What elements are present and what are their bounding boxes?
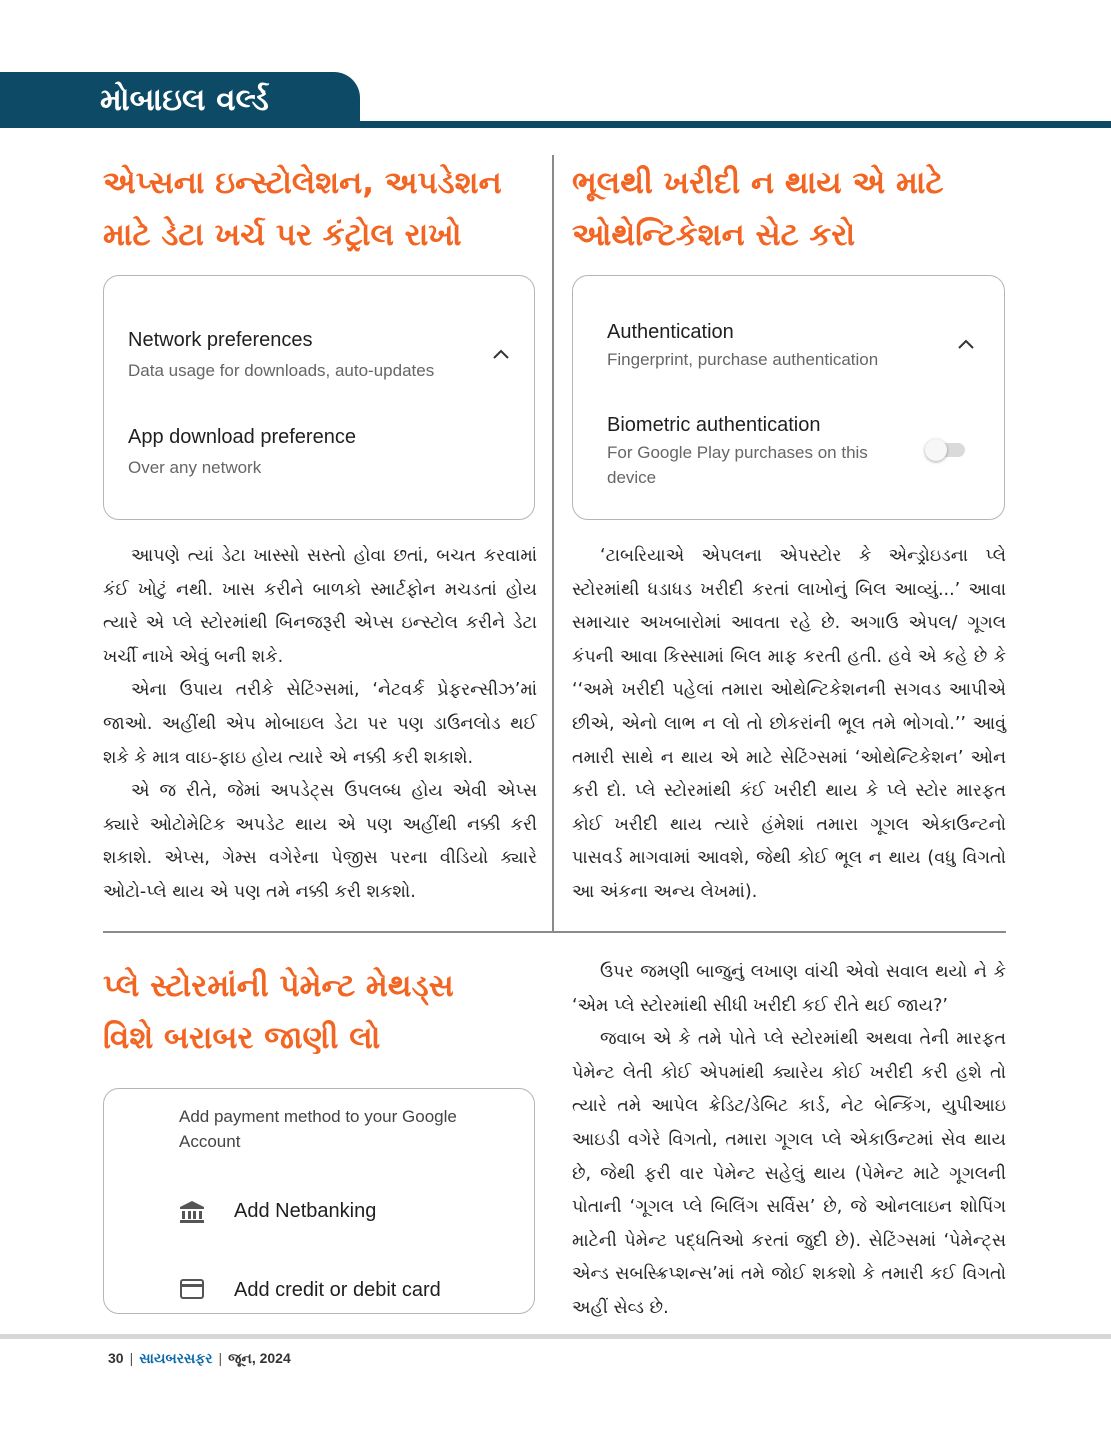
app-download-preference-value: Over any network [128, 458, 262, 477]
article1-paragraph: આપણે ત્યાં ડેટા ખાસ્સો સસ્તો હોવા છતાં, બચત કરવામાં કંઈ ખોટું નથી. ખાસ કરીને બાળકો સ્માર્ટફોન મચડતાં હોય ત્યારે એ પ્લે સ્ટોરમાંથી બિનજરૂરી એપ્સ ઇન્સ્ટોલ કરીને ડેટા ખર્ચી નાખે એવું બની શકે. [103, 546, 537, 667]
article3-headline: પ્લે સ્ટોરમાંની પેમેન્ટ મેથડ્સ વિશે બરાબર જાણી લો [103, 968, 454, 1056]
article3-paragraph: જવાબ એ કે તમે પોતે પ્લે સ્ટોરમાંથી અથવા તેની મારફત પેમેન્ટ લેતી કોઈ એપમાંથી ક્યારેય કોઈ ખરીદી કરી હશે તો ત્યારે તમે આપેલ ક્રેડિટ/ડેબિટ કાર્ડ, નેટ બેન્કિંગ, યુપીઆઇ આઇડી વગેરે વિગતો, તમારા ગૂગલ પ્લે એકાઉન્ટમાં સેવ થાય છે, જેથી ફરી વાર પેમેન્ટ સહેલું થાય (પેમેન્ટ માટે ગૂગલની પોતાની ‘ગૂગલ પ્લે બિલિંગ સર્વિસ’ છે, જે ઓનલાઇન શોપિંગ માટેની પેમેન્ટ પદ્ધતિઓ કરતાં જુદી છે). સેટિંગ્સમાં ‘પેમેન્ટ્સ એન્ડ સબસ્ક્રિપ્શન્સ’માં તમે જોઈ શકશો કે તમારી કઈ વિગતો અહીં સેવ્ડ છે. [572, 1029, 1006, 1318]
payment-methods-card [103, 1088, 535, 1314]
footer-separator: | [218, 1350, 223, 1366]
article3-body [572, 956, 1006, 1326]
footer-rule [0, 1334, 1111, 1339]
app-download-preference-title[interactable]: App download preference [128, 426, 356, 448]
article1-paragraph: એના ઉપાય તરીકે સેટિંગ્સમાં, ‘નેટવર્ક પ્રેફરન્સીઝ’માં જાઓ. અહીંથી એપ મોબાઇલ ડેટા પર પણ ડાઉનલોડ થઈ શકે કે માત્ર વાઇ-ફાઇ હોય ત્યારે એ નક્કી કરી શકાશે. [103, 680, 537, 768]
payment-card-title: Add payment method to your Google Account [179, 1107, 457, 1151]
biometric-authentication-subtitle: For Google Play purchases on this device [607, 443, 868, 487]
article2-headline: ભૂલથી ખરીદી ન થાય એ માટે ઓથેન્ટિકેશન સેટ કરો [572, 165, 944, 253]
bank-icon [179, 1200, 205, 1224]
network-preferences-card [103, 275, 535, 520]
authentication-subtitle: Fingerprint, purchase authentication [607, 350, 879, 369]
network-preferences-subtitle: Data usage for downloads, auto-updates [128, 361, 435, 380]
chevron-up-icon[interactable] [492, 348, 510, 360]
chevron-up-icon[interactable] [957, 338, 975, 350]
biometric-toggle-thumb[interactable] [925, 439, 947, 461]
page-footer [108, 1350, 291, 1367]
magazine-name: સાયબરસફર [139, 1350, 213, 1366]
network-preferences-title[interactable]: Network preferences [128, 329, 313, 351]
biometric-authentication-title: Biometric authentication [607, 414, 821, 436]
article2-body [572, 540, 1006, 910]
article1-paragraph: એ જ રીતે, જેમાં અપડેટ્સ ઉપલબ્ધ હોય એવી એપ્સ ક્યારે ઓટોમેટિક અપડેટ થાય એ પણ અહીંથી નક્કી કરી શકાશે. એપ્સ, ગેમ્સ વગેરેના પેજીસ પરના વીડિયો ક્યારે ઓટો-પ્લે થાય એ પણ તમે નક્કી કરી શકશો. [103, 781, 537, 902]
authentication-card [572, 275, 1005, 520]
credit-card-icon [180, 1279, 204, 1299]
article1-headline: એપ્સના ઇન્સ્ટોલેશન, અપડેશન માટે ડેટા ખર્ચ પર કંટ્રોલ રાખો [103, 165, 502, 253]
article2-paragraph: ‘ટાબરિયાએ એપલના એપસ્ટોર કે એન્ડ્રોઇડના પ્લે સ્ટોરમાંથી ધડાધડ ખરીદી કરતાં લાખોનું બિલ આવ્યું...’ આવા સમાચાર અખબારોમાં આવતા રહે છે. અગાઉ એપલ/ ગૂગલ કંપની આવા કિસ્સામાં બિલ માફ કરતી હતી. હવે એ કહે છે કે ‘‘અમે ખરીદી પહેલાં તમારા ઓથેન્ટિકેશનની સગવડ આપીએ છીએ, એનો લાભ ન લો તો છોકરાંની ભૂલ તમે ભોગવો.’’ આવું તમારી સાથે ન થાય એ માટે સેટિંગ્સમાં ‘ઓથેન્ટિકેશન’ ઓન કરી દો. પ્લે સ્ટોરમાંથી કંઈ ખરીદી થાય કે પ્લે સ્ટોર મારફત કોઈ ખરીદી થાય ત્યારે હંમેશાં તમારા ગૂગલ એકાઉન્ટનો પાસવર્ડ માગવામાં આવશે, જેથી કોઈ ભૂલ ન થાય (વધુ વિગતો આ અંકના અન્ય લેખમાં). [572, 546, 1006, 902]
section-divider [103, 931, 1006, 933]
article3-paragraph: ઉપર જમણી બાજુનું લખાણ વાંચી એવો સવાલ થયો ને કે ‘એમ પ્લે સ્ટોરમાંથી સીધી ખરીદી કઈ રીતે થઈ જાય?’ [572, 962, 1006, 1016]
authentication-title[interactable]: Authentication [607, 321, 734, 343]
footer-separator: | [129, 1350, 134, 1366]
page-number: 30 [108, 1350, 124, 1366]
article1-body [103, 540, 537, 910]
add-card-option[interactable]: Add credit or debit card [234, 1279, 441, 1301]
column-divider [552, 155, 554, 933]
header-rule [0, 121, 1111, 128]
issue-date: જૂન, 2024 [228, 1350, 291, 1366]
section-title: મોબાઇલ વર્લ્ડ [100, 82, 269, 118]
add-netbanking-option[interactable]: Add Netbanking [234, 1200, 377, 1222]
